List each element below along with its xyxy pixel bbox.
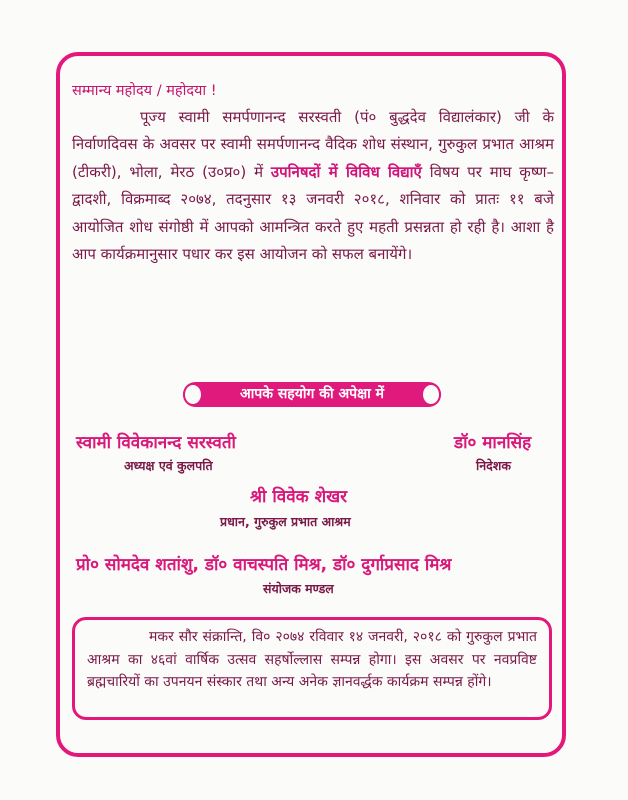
director-name: डॉ० मानसिंह [454, 433, 532, 453]
committee-role: संयोजक मण्डल [263, 581, 334, 596]
notice-text: मकर सौर संक्रान्ति, वि० २०७४ रविवार १४ जनवरी, २०१८ को गुरुकुल प्रभात आश्रम का ४६वां वार्षिक उत्सव सहर्षोल्लास सम्पन्न होगा। इस अवसर पर नवप्रविष्ट ब्रह्मचारियों का उपनयन संस्कार तथा अन्य अनेक ज्ञानवर्द्धक कार्यक्रम सम्पन्न होंगे। [87, 629, 537, 690]
invitation-text-part2: विषय पर माघ कृष्ण–द्वादशी, विक्रमाब्द २०७४, तदनुसार १३ जनवरी २०१८, शनिवार को प्रातः ११ बजे आयोजित शोध संगोष्ठी में आपको आमन्त्रित करते हुए महती प्रसन्नता हो रही है। आशा है आप कार्यक्रमानुसार पधार कर इस आयोजन को सफल बनायेंगे। [72, 162, 554, 264]
committee-names: प्रो० सोमदेव शतांशु, डॉ० वाचस्पति मिश्र, डॉ० दुर्गाप्रसाद मिश्र [76, 555, 452, 575]
director-role: निदेशक [476, 458, 511, 473]
head-name: श्री विवेक शेखर [250, 487, 348, 507]
annual-festival-notice [72, 617, 552, 720]
chancellor-role: अध्यक्ष एवं कुलपति [124, 458, 213, 473]
seminar-topic: उपनिषदों में विविध विद्याएँ [270, 162, 422, 181]
cooperation-banner [183, 382, 441, 407]
invitation-paragraph [72, 104, 554, 268]
invitation-text-part1: पूज्य स्वामी समर्पणानन्द सरस्वती (पं० बुद्धदेव विद्यालंकार) जी के निर्वाणदिवस के अवसर पर स्वामी समर्पणानन्द वैदिक शोध संस्थान, गुरुकुल प्रभात आश्रम (टीकरी), भोला, मेरठ (उ०प्र०) में [72, 108, 554, 181]
chancellor-name: स्वामी विवेकानन्द सरस्वती [76, 433, 236, 453]
head-role: प्रधान, गुरुकुल प्रभात आश्रम [220, 514, 351, 529]
banner-text: आपके सहयोग की अपेक्षा में [239, 386, 385, 402]
salutation: सम्मान्य महोदय / महोदया ! [72, 83, 217, 99]
